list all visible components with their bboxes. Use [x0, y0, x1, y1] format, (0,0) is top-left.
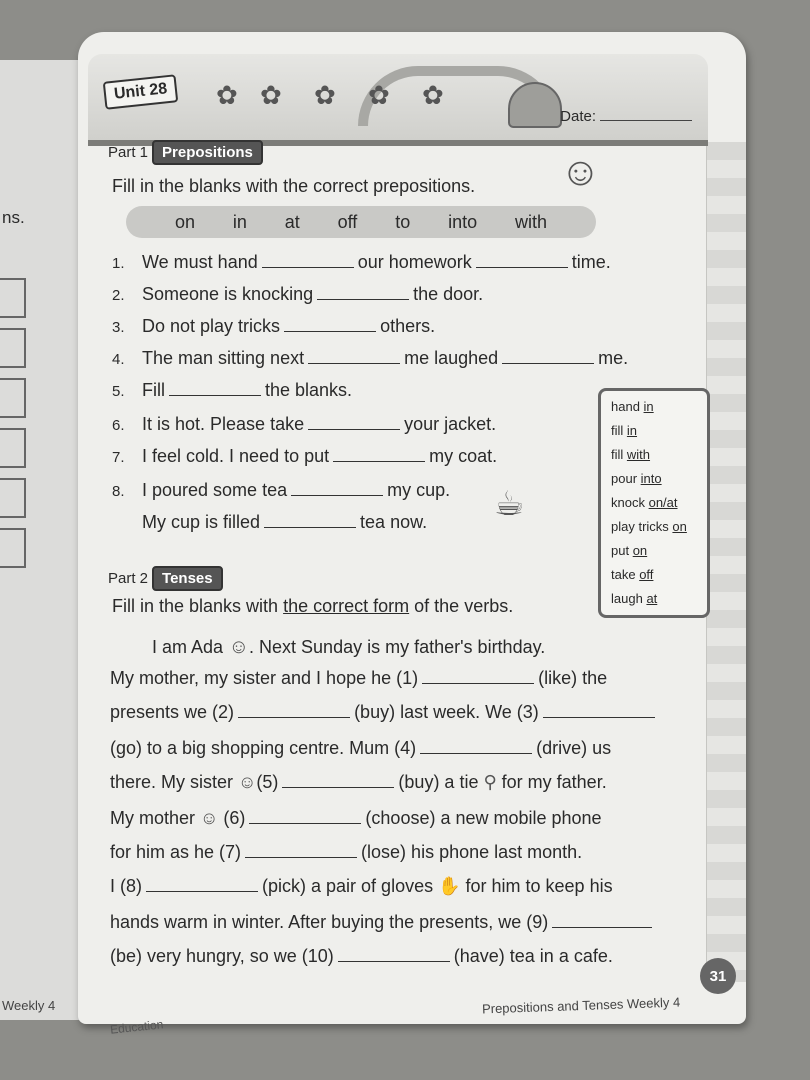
story-line: there. My sister ☺(5) (buy) a tie ⚲ for my father.: [110, 772, 607, 792]
word-bank: [126, 206, 596, 238]
answer-blank[interactable]: [282, 774, 394, 788]
question-8: 8. I poured some tea my cup.: [112, 480, 451, 500]
word-bank-item: on: [174, 211, 195, 232]
flower-icon: ✿: [314, 80, 336, 110]
story-line: I am Ada ☺. Next Sunday is my father's birthday.: [152, 636, 546, 658]
answer-blank[interactable]: [146, 878, 258, 892]
gloves-icon: ✋: [433, 876, 466, 896]
story-line: My mother, my sister and I hope he (1) (like) the: [110, 668, 608, 688]
left-page-box: [0, 278, 26, 318]
answer-blank[interactable]: [420, 740, 532, 754]
word-bank-item: to: [395, 211, 411, 232]
footer-title: Prepositions and Tenses Weekly 4: [481, 994, 681, 1017]
word-bank-item: off: [337, 211, 358, 232]
answer-blank[interactable]: [422, 670, 534, 684]
part2-title: Tenses: [152, 566, 223, 591]
left-page-box: [0, 378, 26, 418]
hint-item: play tricks on: [611, 519, 687, 534]
page-number: 31: [700, 958, 736, 994]
date-field[interactable]: [560, 108, 692, 125]
answer-blank[interactable]: [338, 948, 450, 962]
answer-blank[interactable]: [308, 416, 400, 430]
answer-blank[interactable]: [476, 254, 568, 268]
tie-icon: ⚲: [478, 772, 502, 792]
part1-instruction: Fill in the blanks with the correct prepositions.: [112, 176, 476, 196]
part1-number: Part 1: [108, 144, 149, 161]
part1-title: Prepositions: [152, 140, 263, 165]
hint-item: knock on/at: [611, 495, 678, 510]
answer-blank[interactable]: [245, 844, 357, 858]
children-illustration-icon: ☺: [560, 150, 601, 194]
answer-blank[interactable]: [249, 810, 361, 824]
story-line: hands warm in winter. After buying the presents, we (9): [110, 912, 656, 933]
question-7: 7. I feel cold. I need to put my coat.: [112, 446, 498, 466]
hint-item: hand in: [611, 399, 654, 414]
answer-blank[interactable]: [317, 286, 409, 300]
left-page-box: [0, 428, 26, 468]
answer-blank[interactable]: [284, 318, 376, 332]
word-bank-item: with: [514, 211, 547, 232]
answer-blank[interactable]: [308, 350, 400, 364]
hint-item: take off: [611, 567, 654, 582]
story-line: presents we (2) (buy) last week. We (3): [110, 702, 659, 723]
left-page-box: [0, 328, 26, 368]
flower-icon: ✿: [216, 80, 238, 110]
question-8b: My cup is filled tea now.: [142, 512, 428, 532]
footer-publisher: Education: [109, 1017, 164, 1037]
question-4: 4. The man sitting next me laughed me.: [112, 348, 629, 368]
hint-item: put on: [611, 543, 648, 558]
question-6: 6. It is hot. Please take your jacket.: [112, 414, 497, 434]
story-line: (be) very hungry, so we (10) (have) tea in a cafe.: [110, 946, 613, 966]
word-bank-item: in: [232, 211, 247, 232]
question-5: 5. Fill the blanks.: [112, 380, 353, 400]
date-blank[interactable]: [600, 120, 692, 121]
answer-blank[interactable]: [333, 448, 425, 462]
question-3: 3. Do not play tricks others.: [112, 316, 436, 336]
answer-blank[interactable]: [238, 704, 350, 718]
page-header: [88, 54, 708, 146]
left-page-box: [0, 528, 26, 568]
left-page-edge: [0, 60, 90, 1020]
answer-blank[interactable]: [262, 254, 354, 268]
hint-item: pour into: [611, 471, 662, 486]
story-line: for him as he (7) (lose) his phone last month.: [110, 842, 583, 862]
word-bank-item: into: [448, 211, 478, 232]
flower-icon: ✿: [422, 80, 444, 110]
unit-label: Unit 28: [103, 74, 179, 110]
left-page-text-fragment: ns.: [2, 208, 25, 227]
date-label: Date:: [560, 108, 596, 125]
answer-blank[interactable]: [264, 514, 356, 528]
part2-heading: [108, 566, 223, 591]
ada-face-icon: ☺: [223, 636, 250, 658]
question-1: 1. We must hand our homework time.: [112, 252, 611, 272]
hint-box: [598, 388, 710, 618]
hint-item: fill in: [611, 423, 638, 438]
answer-blank[interactable]: [543, 704, 655, 718]
teacup-icon: ☕: [494, 485, 525, 523]
sister-face-icon: ☺: [233, 772, 257, 792]
story-line: (go) to a big shopping centre. Mum (4) (drive) us: [110, 738, 612, 758]
answer-blank[interactable]: [502, 350, 594, 364]
hint-item: laugh at: [611, 591, 658, 606]
hexagon-border-decoration: [706, 142, 746, 982]
part1-heading: [108, 140, 263, 165]
answer-blank[interactable]: [552, 914, 652, 928]
story-line: My mother ☺ (6) (choose) a new mobile phone: [110, 808, 602, 828]
left-page-footer: Weekly 4: [2, 998, 56, 1013]
flower-icon: ✿: [368, 80, 390, 110]
left-page-box: [0, 478, 26, 518]
part2-instruction: Fill in the blanks with the correct form of the verbs.: [112, 596, 514, 616]
mother-face-icon: ☺: [195, 808, 224, 828]
answer-blank[interactable]: [291, 482, 383, 496]
beehive-icon: [508, 82, 562, 128]
word-bank-item: at: [284, 211, 300, 232]
part2-number: Part 2: [108, 570, 149, 587]
flower-icon: ✿: [260, 80, 282, 110]
hint-item: fill with: [611, 447, 651, 462]
question-2: 2. Someone is knocking the door.: [112, 284, 484, 304]
answer-blank[interactable]: [169, 382, 261, 396]
story-line: I (8) (pick) a pair of gloves ✋ for him to keep his: [110, 876, 613, 896]
